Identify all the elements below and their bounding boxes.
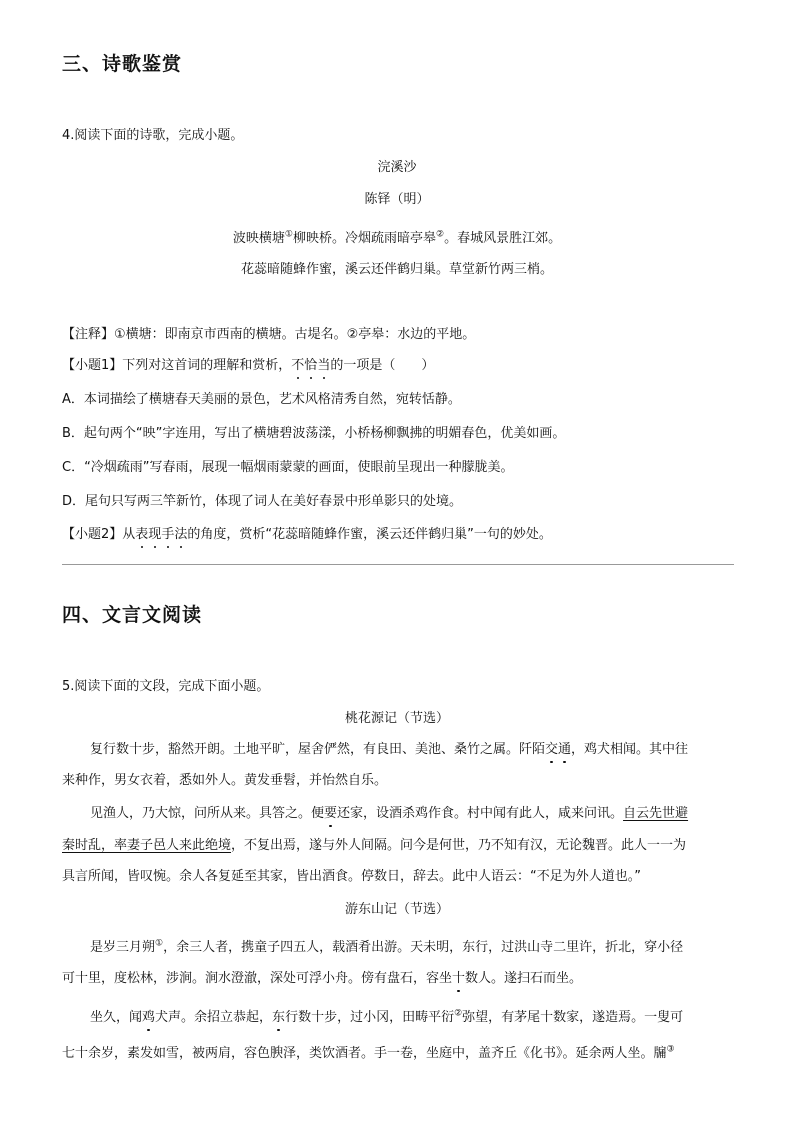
emphasis-char: 鸡 xyxy=(142,1010,156,1025)
emphasis-char: 通 xyxy=(558,742,572,757)
subquestion-2: 【小题2】从表现手法的角度，赏析“花蕊暗随蜂作蜜，溪云还伴鹤归巢”一句的妙处。 xyxy=(62,527,552,542)
passage-4-line: 坐久，闻鸡犬声。余招立恭起，东行数十步，过小冈，田畴平衍②弥望，有茅尾十数家，遂造焉。一叟可 xyxy=(90,1008,684,1025)
poem-title: 浣溪沙 xyxy=(377,160,417,175)
emphasis-char: 恰 xyxy=(304,358,318,373)
section-divider xyxy=(62,564,734,565)
text-2-title: 游东山记（节选） xyxy=(344,902,449,917)
passage-2-line: 具言所闻，皆叹惋。余人各复延至其家，皆出酒食。停数日，辞去。此中人语云：“不足为外人道也。” xyxy=(62,869,641,884)
question-5-intro: 5.阅读下面的文段，完成下面小题。 xyxy=(62,679,270,694)
subquestion-1: 【小题1】下列对这首词的理解和赏析，不恰当的一项是（ ） xyxy=(62,358,435,373)
option-d: D．尾句只写两三竿新竹，体现了词人在美好春景中形单影只的处境。 xyxy=(62,494,463,509)
poem-annotation: 【注释】①横塘：即南京市西南的横塘。古堤名。②亭皋：水边的平地。 xyxy=(62,327,476,342)
emphasis-char: 现 xyxy=(148,527,162,542)
option-a: A．本词描绘了横塘春天美丽的景色，艺术风格清秀自然，宛转恬静。 xyxy=(62,392,461,407)
option-c: C．“冷烟疏雨”写春雨，展现一幅烟雨蒙蒙的画面，使眼前呈现出一种朦胧美。 xyxy=(62,460,514,475)
passage-2-line: 秦时乱，率妻子邑人来此绝境，不复出焉，遂与外人间隔。问今是何世，乃不知有汉，无论魏晋。此人一一为 xyxy=(62,838,687,853)
poem-author: 陈铎（明） xyxy=(364,192,430,207)
passage-4-line: 七十余岁，素发如雪，被两肩，容色腴泽，类饮酒者。手一卷，坐庭中，盖齐丘《化书》。延余两人坐。牖③ xyxy=(62,1044,675,1061)
text-1-title: 桃花源记（节选） xyxy=(344,711,449,726)
emphasis-char: 当 xyxy=(317,358,331,373)
passage-3-line: 可十里，度松林，涉涧。涧水澄澈，深处可浮小舟。傍有盘石，容坐十数人。遂扫石而坐。 xyxy=(62,971,583,986)
question-4-intro: 4.阅读下面的诗歌，完成小题。 xyxy=(62,128,244,143)
emphasis-char: 要 xyxy=(324,806,338,821)
footnote-marker: ① xyxy=(155,938,164,949)
underlined-text: 秦时乱，率妻子邑人来此绝境 xyxy=(62,838,232,853)
passage-2-line: 见渔人，乃大惊，问所从来。具答之。便要还家，设酒杀鸡作食。村中闻有此人，咸来问讯。自云先世避 xyxy=(90,806,689,821)
underlined-text: 自云先世避 xyxy=(623,806,689,821)
emphasis-char: 东 xyxy=(272,1010,286,1025)
emphasis-char: 手 xyxy=(161,527,175,542)
passage-3-line: 是岁三月朔①，余三人者，携童子四五人，载酒肴出游。天未明，东行，过洪山寺二里许，折北，穿小径 xyxy=(90,938,684,955)
option-b: B．起句两个“映”字连用，写出了横塘碧波荡漾，小桥杨柳飘拂的明媚春色，优美如画。 xyxy=(62,426,566,441)
passage-1-line: 来种作，男女衣着，悉如外人。黄发垂髫，并怡然自乐。 xyxy=(62,773,388,788)
poem-line-2: 花蕊暗随蜂作蜜，溪云还伴鹤归巢。草堂新竹两三梢。 xyxy=(240,262,553,277)
passage-1-line: 复行数十步，豁然开朗。土地平旷，屋舍俨然，有良田、美池、桑竹之属。阡陌交通，鸡犬相闻。其中往 xyxy=(90,742,689,757)
footnote-marker: ② xyxy=(436,229,445,240)
footnote-marker: ③ xyxy=(666,1044,675,1055)
section-title-classical: 四、文言文阅读 xyxy=(62,604,203,626)
footnote-marker: ② xyxy=(454,1008,463,1019)
emphasis-char: 十 xyxy=(452,971,466,986)
footnote-marker: ① xyxy=(284,229,293,240)
poem-line-1: 波映横塘①柳映桥。冷烟疏雨暗亭皋②。春城风景胜江郊。 xyxy=(232,229,562,246)
emphasis-char: 不 xyxy=(291,358,305,373)
emphasis-char: 交 xyxy=(545,742,559,757)
emphasis-char: 法 xyxy=(174,527,188,542)
section-title-poetry: 三、诗歌鉴赏 xyxy=(62,53,183,75)
emphasis-char: 表 xyxy=(135,527,149,542)
